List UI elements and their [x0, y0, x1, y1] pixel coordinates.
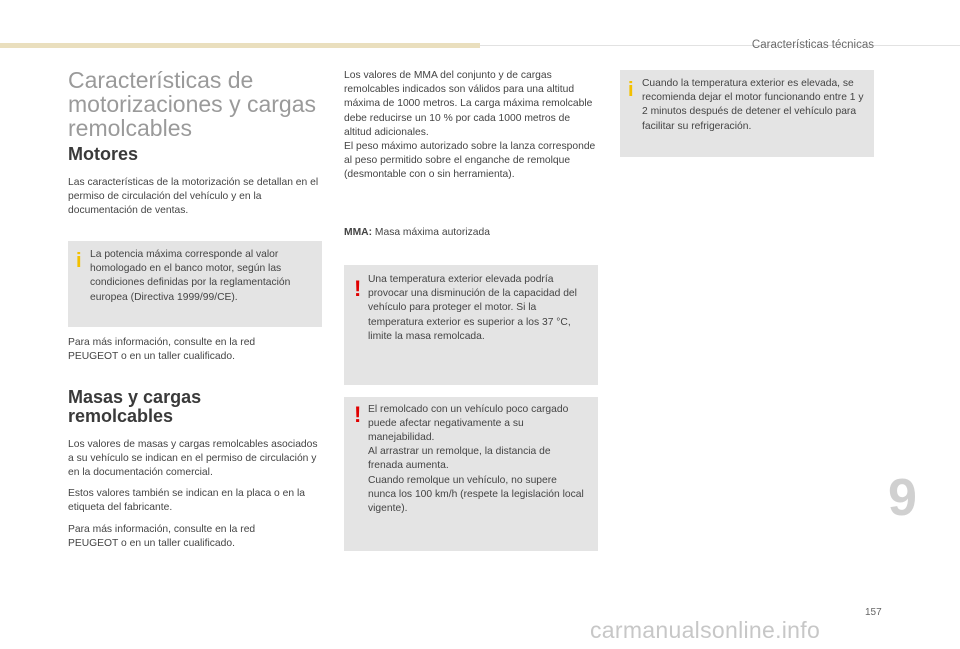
header-accent-bar: [0, 43, 480, 48]
mma-definition: [344, 226, 594, 240]
masas-paragraph-2: Estos valores también se indican en la placa o en la etiqueta del fabricante.: [68, 488, 305, 514]
warning-box-remolcado-text-1: El remolcado con un vehículo poco cargado puede afectar negativamente a su manejabilidad.: [368, 404, 569, 444]
mma-definition-text: Masa máxima autorizada: [372, 227, 490, 238]
info-icon: i: [628, 79, 634, 101]
mma-paragraph-1: Los valores de MMA del conjunto y de cargas remolcables indicados son válidos para una altitud máxima de 1000 metros. La carga máxima remolcable debe reducirse un 10 % por cada 1000 metros de altitud adicionales.: [344, 70, 593, 138]
warning-box-remolcado-text-3: Cuando remolque un vehículo, no supere nunca los 100 km/h (respete la legislación local vigente).: [368, 475, 584, 515]
warning-icon: !: [354, 402, 362, 427]
header-rule: [480, 45, 960, 46]
warning-box-temperatura: [344, 265, 598, 385]
info-box-potencia-text: La potencia máxima corresponde al valor homologado en el banco motor, según las condiciones definidas por la reglamentación europea (Directiva 1999/99/CE).: [90, 249, 291, 303]
masas-heading: Masas y cargas remolcables: [68, 387, 202, 426]
warning-box-remolcado-text-2: Al arrastrar un remolque, la distancia de frenada aumenta.: [368, 446, 551, 472]
info-box-refrigeracion: [620, 70, 874, 157]
info-icon: i: [76, 250, 82, 272]
chapter-number: 9: [888, 469, 917, 527]
page-title: Características de motorizaciones y cargas remolcables: [68, 67, 316, 141]
info-box-refrigeracion-text: Cuando la temperatura exterior es elevada, se recomienda dejar el motor funcionando entre 1 y 2 minutos después de detener el vehículo para facilitar su refrigeración.: [642, 78, 864, 132]
masas-paragraph-1: Los valores de masas y cargas remolcables asociados a su vehículo se indican en el permiso de circulación y en la documentación comercial.: [68, 439, 318, 479]
section-title: Características técnicas: [751, 39, 874, 51]
warning-box-remolcado: [344, 397, 598, 551]
motores-paragraph-1: Las características de la motorización se detallan en el permiso de circulación del vehículo y en la documentación de ventas.: [68, 177, 319, 217]
warning-box-temperatura-text: Una temperatura exterior elevada podría provocar una disminución de la capacidad del vehículo para proteger el motor. Si la temperatura exterior es superior a los 37 °C, limite la masa remolcada.: [368, 274, 577, 342]
info-box-potencia: [68, 241, 322, 327]
mma-paragraph-2: El peso máximo autorizado sobre la lanza corresponde al peso permitido sobre el enganche de remolque (desmontable con o sin herramienta).: [344, 141, 596, 181]
watermark: carmanualsonline.info: [590, 617, 821, 643]
motores-paragraph-2: Para más información, consulte en la red PEUGEOT o en un taller cualificado.: [68, 337, 256, 363]
warning-icon: !: [354, 276, 362, 301]
masas-paragraph-3: Para más información, consulte en la red PEUGEOT o en un taller cualificado.: [68, 524, 256, 550]
motores-heading: Motores: [68, 144, 139, 164]
page-number: 157: [865, 607, 882, 618]
mma-label: MMA:: [344, 227, 373, 238]
